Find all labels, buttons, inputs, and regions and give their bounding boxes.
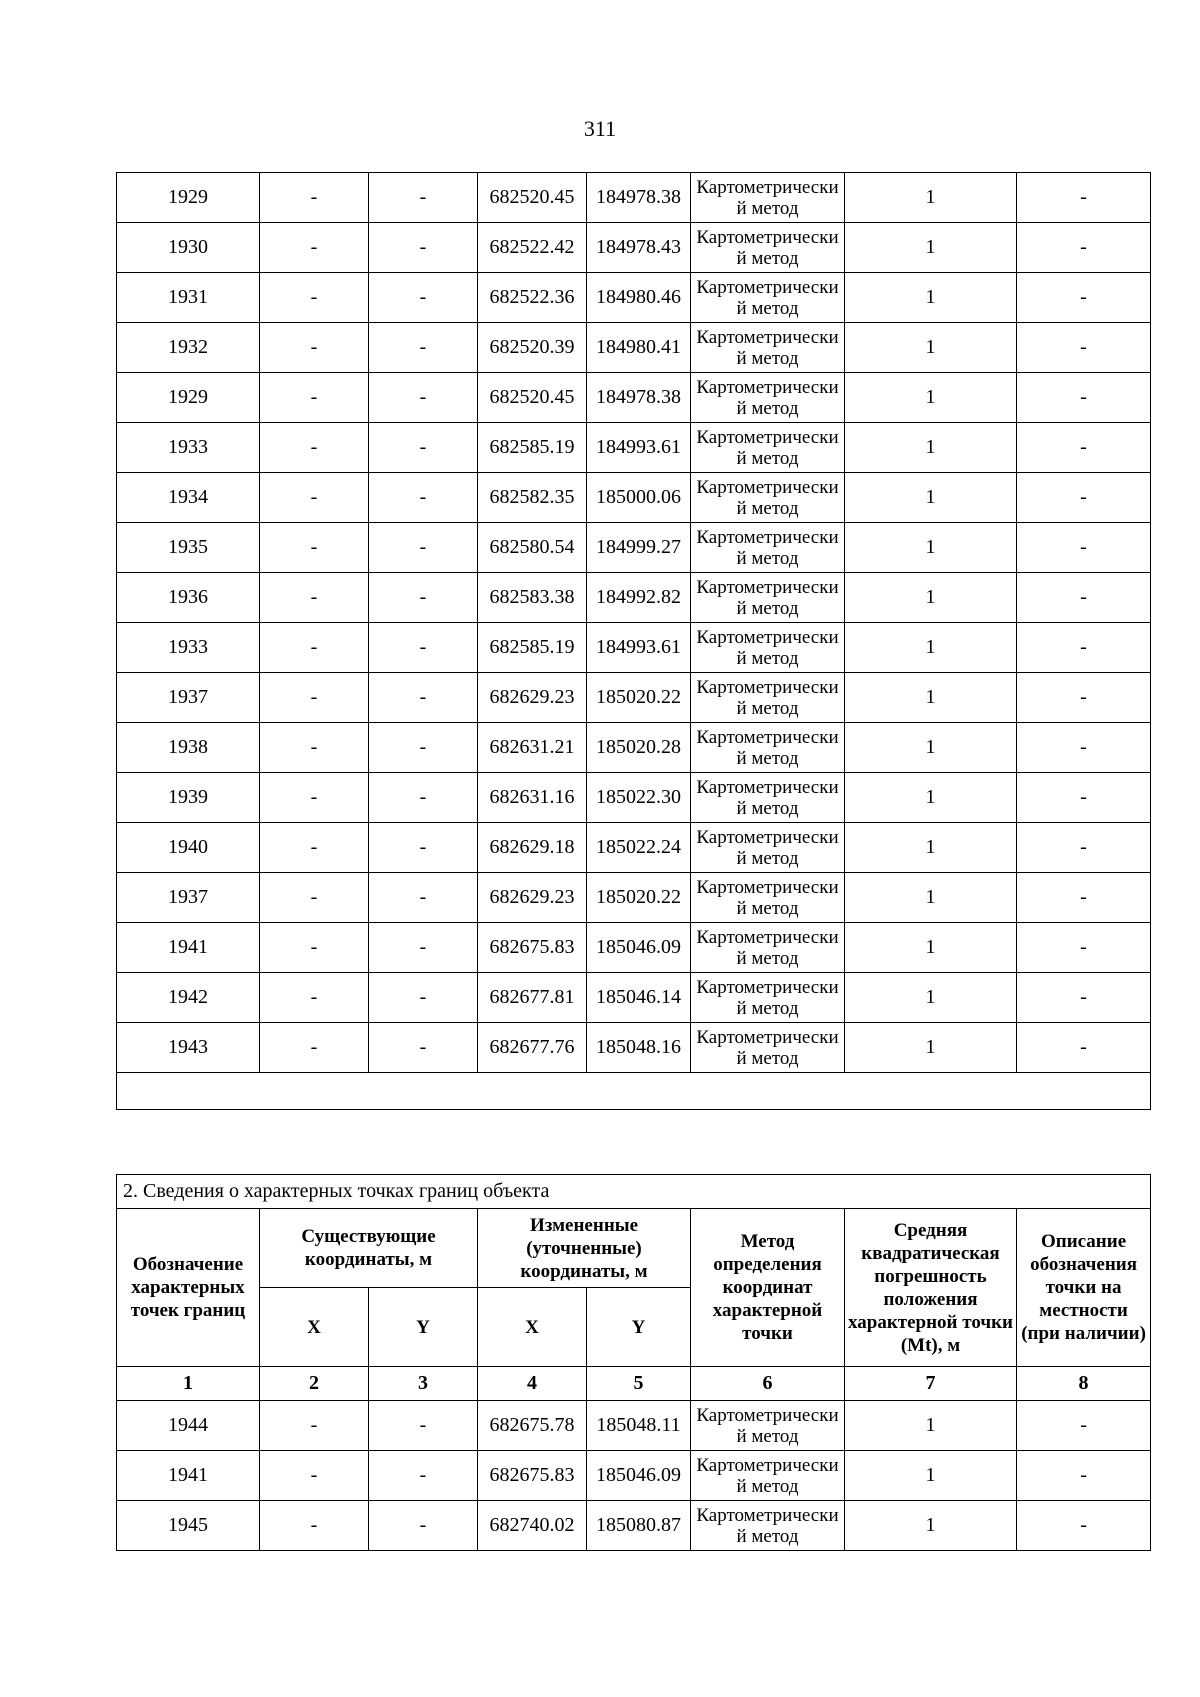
header-mt: Средняя квадратическая погрешность положения характерной точки (Mt), м	[845, 1209, 1017, 1367]
table-row	[117, 623, 1151, 673]
cell-point-id: 1930	[117, 223, 260, 273]
cell-method: Картометрический метод	[691, 273, 845, 323]
table-row	[117, 1023, 1151, 1073]
cell-point-id: 1936	[117, 573, 260, 623]
cell-mt: 1	[845, 223, 1017, 273]
cell-existing-y: -	[369, 1401, 478, 1451]
cell-existing-y: -	[369, 173, 478, 223]
cell-x: 682675.83	[478, 1451, 587, 1501]
cell-existing-y: -	[369, 673, 478, 723]
cell-description: -	[1017, 1451, 1151, 1501]
cell-mt: 1	[845, 373, 1017, 423]
cell-method: Картометрический метод	[691, 423, 845, 473]
cell-existing-y: -	[369, 373, 478, 423]
header-changed-coords: Измененные (уточненные) координаты, м	[478, 1209, 691, 1288]
cell-y: 184992.82	[587, 573, 691, 623]
cell-x: 682675.83	[478, 923, 587, 973]
cell-point-id: 1932	[117, 323, 260, 373]
cell-x: 682582.35	[478, 473, 587, 523]
cell-y: 185046.09	[587, 923, 691, 973]
cell-x: 682629.23	[478, 673, 587, 723]
table-row	[117, 723, 1151, 773]
header-existing-y: Y	[369, 1288, 478, 1367]
cell-existing-x: -	[260, 523, 369, 573]
cell-y: 185048.11	[587, 1401, 691, 1451]
cell-mt: 1	[845, 523, 1017, 573]
cell-method: Картометрический метод	[691, 673, 845, 723]
cell-point-id: 1938	[117, 723, 260, 773]
cell-x: 682522.42	[478, 223, 587, 273]
cell-method: Картометрический метод	[691, 973, 845, 1023]
table-row	[117, 823, 1151, 873]
cell-point-id: 1931	[117, 273, 260, 323]
cell-description: -	[1017, 923, 1151, 973]
cell-existing-y: -	[369, 473, 478, 523]
cell-mt: 1	[845, 973, 1017, 1023]
column-number: 5	[587, 1367, 691, 1401]
cell-mt: 1	[845, 323, 1017, 373]
cell-x: 682580.54	[478, 523, 587, 573]
cell-description: -	[1017, 173, 1151, 223]
cell-y: 185046.14	[587, 973, 691, 1023]
cell-existing-y: -	[369, 1501, 478, 1551]
cell-mt: 1	[845, 473, 1017, 523]
cell-description: -	[1017, 1401, 1151, 1451]
cell-point-id: 1941	[117, 1451, 260, 1501]
cell-y: 184980.46	[587, 273, 691, 323]
cell-method: Картометрический метод	[691, 623, 845, 673]
cell-point-id: 1933	[117, 423, 260, 473]
cell-existing-x: -	[260, 573, 369, 623]
cell-description: -	[1017, 273, 1151, 323]
cell-mt: 1	[845, 723, 1017, 773]
cell-x: 682520.45	[478, 173, 587, 223]
column-number: 4	[478, 1367, 587, 1401]
table-row	[117, 873, 1151, 923]
column-number: 6	[691, 1367, 845, 1401]
table-row	[117, 473, 1151, 523]
column-number: 3	[369, 1367, 478, 1401]
cell-description: -	[1017, 773, 1151, 823]
cell-description: -	[1017, 473, 1151, 523]
cell-existing-x: -	[260, 723, 369, 773]
cell-method: Картометрический метод	[691, 823, 845, 873]
cell-existing-x: -	[260, 773, 369, 823]
cell-existing-x: -	[260, 873, 369, 923]
cell-existing-x: -	[260, 173, 369, 223]
cell-existing-x: -	[260, 623, 369, 673]
cell-existing-y: -	[369, 423, 478, 473]
cell-description: -	[1017, 523, 1151, 573]
cell-existing-x: -	[260, 1401, 369, 1451]
cell-mt: 1	[845, 823, 1017, 873]
cell-existing-y: -	[369, 523, 478, 573]
cell-x: 682585.19	[478, 423, 587, 473]
cell-method: Картометрический метод	[691, 1401, 845, 1451]
cell-description: -	[1017, 1023, 1151, 1073]
cell-point-id: 1929	[117, 173, 260, 223]
cell-x: 682631.16	[478, 773, 587, 823]
header-changed-y: Y	[587, 1288, 691, 1367]
header-method: Метод определения координат характерной точки	[691, 1209, 845, 1367]
cell-point-id: 1940	[117, 823, 260, 873]
cell-mt: 1	[845, 573, 1017, 623]
cell-method: Картометрический метод	[691, 523, 845, 573]
cell-mt: 1	[845, 1401, 1017, 1451]
cell-description: -	[1017, 873, 1151, 923]
table-row	[117, 373, 1151, 423]
table-row	[117, 573, 1151, 623]
cell-existing-y: -	[369, 773, 478, 823]
table-row	[117, 523, 1151, 573]
cell-y: 185000.06	[587, 473, 691, 523]
cell-description: -	[1017, 723, 1151, 773]
cell-x: 682520.45	[478, 373, 587, 423]
table-row	[117, 773, 1151, 823]
cell-method: Картометрический метод	[691, 1451, 845, 1501]
cell-y: 185080.87	[587, 1501, 691, 1551]
table-row	[117, 273, 1151, 323]
cell-method: Картометрический метод	[691, 173, 845, 223]
cell-point-id: 1933	[117, 623, 260, 673]
cell-existing-y: -	[369, 873, 478, 923]
column-number: 7	[845, 1367, 1017, 1401]
cell-point-id: 1941	[117, 923, 260, 973]
header-existing-coords: Существующие координаты, м	[260, 1209, 478, 1288]
column-number: 2	[260, 1367, 369, 1401]
cell-x: 682740.02	[478, 1501, 587, 1551]
cell-mt: 1	[845, 173, 1017, 223]
cell-description: -	[1017, 1501, 1151, 1551]
cell-existing-x: -	[260, 973, 369, 1023]
header-description: Описание обозначения точки на местности (при наличии)	[1017, 1209, 1151, 1367]
cell-existing-y: -	[369, 923, 478, 973]
cell-existing-x: -	[260, 1501, 369, 1551]
header-existing-x: X	[260, 1288, 369, 1367]
cell-y: 184993.61	[587, 423, 691, 473]
cell-description: -	[1017, 823, 1151, 873]
table-row	[117, 1501, 1151, 1551]
cell-existing-x: -	[260, 423, 369, 473]
cell-description: -	[1017, 323, 1151, 373]
cell-point-id: 1934	[117, 473, 260, 523]
cell-y: 184978.38	[587, 373, 691, 423]
header-point-id: Обозначение характерных точек границ	[117, 1209, 260, 1367]
cell-existing-x: -	[260, 373, 369, 423]
table-row	[117, 173, 1151, 223]
cell-mt: 1	[845, 773, 1017, 823]
cell-x: 682677.81	[478, 973, 587, 1023]
cell-method: Картометрический метод	[691, 573, 845, 623]
cell-existing-y: -	[369, 623, 478, 673]
empty-cell	[117, 1073, 1151, 1110]
cell-description: -	[1017, 623, 1151, 673]
cell-point-id: 1945	[117, 1501, 260, 1551]
cell-y: 184978.43	[587, 223, 691, 273]
cell-x: 682629.18	[478, 823, 587, 873]
cell-point-id: 1937	[117, 673, 260, 723]
cell-x: 682583.38	[478, 573, 587, 623]
header-changed-x: X	[478, 1288, 587, 1367]
cell-existing-y: -	[369, 273, 478, 323]
cell-existing-y: -	[369, 823, 478, 873]
cell-point-id: 1943	[117, 1023, 260, 1073]
table-row	[117, 923, 1151, 973]
cell-method: Картометрический метод	[691, 1023, 845, 1073]
section2-rows	[117, 1401, 1151, 1551]
cell-method: Картометрический метод	[691, 923, 845, 973]
cell-description: -	[1017, 373, 1151, 423]
table-row	[117, 423, 1151, 473]
cell-existing-x: -	[260, 323, 369, 373]
cell-point-id: 1937	[117, 873, 260, 923]
continuation-rows	[117, 173, 1151, 1110]
cell-existing-x: -	[260, 1023, 369, 1073]
table-row	[117, 673, 1151, 723]
cell-method: Картометрический метод	[691, 873, 845, 923]
cell-y: 185048.16	[587, 1023, 691, 1073]
cell-existing-y: -	[369, 1023, 478, 1073]
cell-mt: 1	[845, 1501, 1017, 1551]
cell-existing-x: -	[260, 923, 369, 973]
page-number: 311	[583, 116, 617, 141]
cell-x: 682520.39	[478, 323, 587, 373]
column-number: 8	[1017, 1367, 1151, 1401]
cell-description: -	[1017, 423, 1151, 473]
cell-y: 184993.61	[587, 623, 691, 673]
cell-existing-x: -	[260, 273, 369, 323]
cell-method: Картометрический метод	[691, 723, 845, 773]
cell-x: 682631.21	[478, 723, 587, 773]
cell-mt: 1	[845, 873, 1017, 923]
table-row	[117, 1401, 1151, 1451]
cell-existing-y: -	[369, 573, 478, 623]
table-row	[117, 973, 1151, 1023]
table-row	[117, 1451, 1151, 1501]
cell-y: 185022.24	[587, 823, 691, 873]
cell-mt: 1	[845, 673, 1017, 723]
cell-method: Картометрический метод	[691, 473, 845, 523]
cell-y: 185020.22	[587, 873, 691, 923]
cell-description: -	[1017, 673, 1151, 723]
boundary-points-table	[116, 1174, 1151, 1551]
cell-y: 185022.30	[587, 773, 691, 823]
table-row	[117, 323, 1151, 373]
cell-method: Картометрический метод	[691, 1501, 845, 1551]
cell-existing-x: -	[260, 673, 369, 723]
cell-method: Картометрический метод	[691, 323, 845, 373]
coordinates-table-continuation	[116, 172, 1151, 1110]
cell-description: -	[1017, 973, 1151, 1023]
cell-x: 682522.36	[478, 273, 587, 323]
cell-x: 682677.76	[478, 1023, 587, 1073]
cell-existing-y: -	[369, 1451, 478, 1501]
cell-point-id: 1935	[117, 523, 260, 573]
cell-mt: 1	[845, 273, 1017, 323]
cell-existing-x: -	[260, 823, 369, 873]
cell-x: 682629.23	[478, 873, 587, 923]
cell-x: 682675.78	[478, 1401, 587, 1451]
cell-existing-x: -	[260, 473, 369, 523]
section-title: 2. Сведения о характерных точках границ объекта	[117, 1175, 1151, 1209]
cell-mt: 1	[845, 1451, 1017, 1501]
cell-point-id: 1942	[117, 973, 260, 1023]
cell-mt: 1	[845, 423, 1017, 473]
cell-existing-y: -	[369, 223, 478, 273]
cell-existing-x: -	[260, 1451, 369, 1501]
cell-existing-y: -	[369, 323, 478, 373]
table-row	[117, 223, 1151, 273]
cell-existing-x: -	[260, 223, 369, 273]
cell-y: 184980.41	[587, 323, 691, 373]
cell-y: 185020.28	[587, 723, 691, 773]
cell-y: 184999.27	[587, 523, 691, 573]
cell-existing-y: -	[369, 973, 478, 1023]
column-number-row	[117, 1367, 1151, 1401]
cell-y: 185046.09	[587, 1451, 691, 1501]
cell-method: Картометрический метод	[691, 373, 845, 423]
cell-mt: 1	[845, 1023, 1017, 1073]
cell-description: -	[1017, 223, 1151, 273]
cell-y: 185020.22	[587, 673, 691, 723]
cell-mt: 1	[845, 623, 1017, 673]
cell-method: Картометрический метод	[691, 223, 845, 273]
empty-row	[117, 1073, 1151, 1110]
cell-description: -	[1017, 573, 1151, 623]
cell-x: 682585.19	[478, 623, 587, 673]
cell-mt: 1	[845, 923, 1017, 973]
cell-point-id: 1944	[117, 1401, 260, 1451]
column-number: 1	[117, 1367, 260, 1401]
cell-point-id: 1929	[117, 373, 260, 423]
cell-point-id: 1939	[117, 773, 260, 823]
cell-method: Картометрический метод	[691, 773, 845, 823]
cell-existing-y: -	[369, 723, 478, 773]
cell-y: 184978.38	[587, 173, 691, 223]
